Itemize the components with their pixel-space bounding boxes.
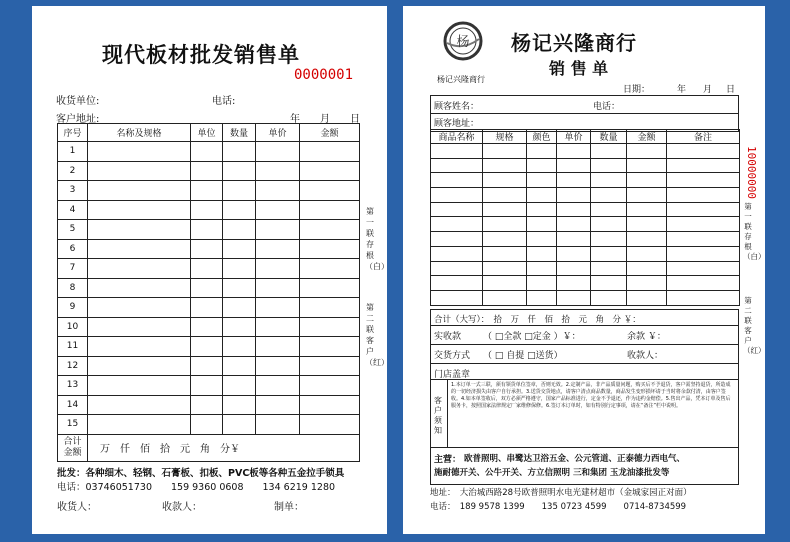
- table-cell: [88, 317, 191, 337]
- row-number: 4: [58, 200, 88, 220]
- table-cell: [527, 217, 557, 232]
- table-row: [58, 239, 360, 259]
- notice-label: 客户须知: [434, 396, 442, 435]
- table-cell: [300, 395, 360, 415]
- table-cell: [191, 376, 223, 396]
- table-cell: [667, 290, 740, 305]
- table-cell: [256, 239, 300, 259]
- table-cell: [667, 276, 740, 291]
- payee-label: 收款人：: [627, 351, 664, 361]
- table-cell: [483, 173, 527, 188]
- month-label: 月: [320, 114, 330, 125]
- table-cell: [256, 142, 300, 162]
- table-cell: [256, 278, 300, 298]
- payment-box: [430, 309, 739, 485]
- customer-name-label: 顾客姓名：: [434, 102, 480, 112]
- table-row: [431, 202, 740, 217]
- table-cell: [431, 246, 483, 261]
- total-line: 合计（大写）： 拾 万 仟 佰 拾 元 角 分 ￥：: [434, 315, 641, 325]
- table-row: [58, 278, 360, 298]
- table-cell: [667, 246, 740, 261]
- table-header-row: [431, 130, 740, 144]
- table-cell: [483, 232, 527, 247]
- serial-number: 0000001: [294, 67, 354, 83]
- table-cell: [483, 276, 527, 291]
- table-cell: [191, 161, 223, 181]
- copy-note-red: 第二联客户（红）: [743, 296, 766, 355]
- sign-payee: 收款人：: [162, 502, 202, 513]
- table-cell: [483, 261, 527, 276]
- table-row: [58, 161, 360, 181]
- table-cell: [527, 173, 557, 188]
- date-label: 日期：: [623, 85, 651, 95]
- table-cell: [300, 200, 360, 220]
- table-cell: [557, 276, 591, 291]
- sign-receiver: 收货人：: [57, 502, 97, 513]
- table-cell: [256, 415, 300, 435]
- table-cell: [627, 261, 667, 276]
- table-cell: [300, 356, 360, 376]
- table-cell: [667, 188, 740, 203]
- table-row: [58, 415, 360, 435]
- table-cell: [300, 278, 360, 298]
- table-cell: [300, 220, 360, 240]
- table-cell: [223, 161, 256, 181]
- table-cell: [627, 188, 667, 203]
- column-header: 颜色: [527, 130, 557, 144]
- items-table: [57, 123, 360, 462]
- table-cell: [527, 290, 557, 305]
- table-cell: [191, 239, 223, 259]
- table-cell: [223, 415, 256, 435]
- table-cell: [256, 356, 300, 376]
- total-label-2: 金额: [63, 447, 82, 458]
- table-row: [431, 276, 740, 291]
- main-products-line-1: 欧普照明、串鹭达卫浴五金、公元管道、正泰德力西电气、: [464, 454, 686, 464]
- table-cell: [88, 337, 191, 357]
- table-cell: [667, 217, 740, 232]
- table-cell: [557, 188, 591, 203]
- table-cell: [557, 261, 591, 276]
- table-cell: [591, 173, 627, 188]
- table-cell: [627, 232, 667, 247]
- table-cell: [300, 376, 360, 396]
- table-cell: [527, 232, 557, 247]
- column-header: 单价: [557, 130, 591, 144]
- year-label: 年: [290, 114, 300, 125]
- total-label: [58, 434, 88, 461]
- row-number: 11: [58, 337, 88, 357]
- table-cell: [223, 395, 256, 415]
- table-cell: [483, 144, 527, 159]
- total-label-1: 合计: [63, 436, 82, 447]
- table-cell: [431, 173, 483, 188]
- serial-number: 10000000: [745, 146, 758, 199]
- table-cell: [627, 173, 667, 188]
- table-cell: [627, 290, 667, 305]
- table-cell: [557, 144, 591, 159]
- column-header: 商品名称: [431, 130, 483, 144]
- table-cell: [300, 415, 360, 435]
- table-cell: [591, 188, 627, 203]
- row-number: 6: [58, 239, 88, 259]
- table-cell: [223, 356, 256, 376]
- notice-text: 1.本订单一式三联，须有领货单位签章，否则无效。2.定制产品，非产品质量问题，购买后不予退货，客户需坚持退货，所造成的一切经济损失由客户自行承担。3.送货交货地点，请客户清点商品数量，商品发生变形损坏请于当时将余款付清，由客户签收。4.如本单签收后，双方必须严格遵守，国家产品标准进行，定金不予退还，作为违约金赔偿。5.售出产品，凭本订单及售后服务卡，按照国家法律规定厂家维修保修。6.签订本订单时，如有特别行定事项，请在“备注”栏中说明。: [451, 382, 731, 409]
- table-row: [58, 317, 360, 337]
- table-cell: [191, 142, 223, 162]
- column-header: 备注: [667, 130, 740, 144]
- table-cell: [483, 158, 527, 173]
- table-cell: [223, 298, 256, 318]
- table-row: [58, 376, 360, 396]
- table-cell: [557, 173, 591, 188]
- table-cell: [223, 259, 256, 279]
- table-cell: [223, 376, 256, 396]
- table-cell: [667, 202, 740, 217]
- table-cell: [256, 395, 300, 415]
- customer-info-box: [430, 95, 739, 132]
- table-cell: [88, 181, 191, 201]
- main-products-label: 主营：: [434, 455, 462, 465]
- table-row: [58, 356, 360, 376]
- table-cell: [557, 202, 591, 217]
- table-row: [58, 200, 360, 220]
- table-cell: [431, 290, 483, 305]
- table-cell: [591, 261, 627, 276]
- wholesale-line: 批发：各种细木、轻钢、石膏板、扣板、PVC板等各种五金拉手锁具: [57, 468, 345, 479]
- table-cell: [527, 276, 557, 291]
- table-cell: [627, 158, 667, 173]
- row-number: 8: [58, 278, 88, 298]
- table-row: [431, 144, 740, 159]
- table-cell: [300, 317, 360, 337]
- row-number: 12: [58, 356, 88, 376]
- divider: [431, 113, 738, 114]
- table-cell: [223, 278, 256, 298]
- day-label: 日: [726, 85, 736, 95]
- table-cell: [627, 217, 667, 232]
- table-cell: [223, 317, 256, 337]
- table-cell: [191, 337, 223, 357]
- table-cell: [300, 142, 360, 162]
- table-cell: [191, 259, 223, 279]
- column-header: 单位: [191, 124, 223, 142]
- table-cell: [591, 217, 627, 232]
- table-cell: [627, 202, 667, 217]
- table-row: [58, 298, 360, 318]
- table-cell: [431, 261, 483, 276]
- table-cell: [527, 202, 557, 217]
- sales-form-right: [403, 6, 765, 534]
- balance-label: 余款 ￥：: [627, 332, 666, 342]
- table-cell: [88, 161, 191, 181]
- table-cell: [88, 278, 191, 298]
- table-cell: [627, 144, 667, 159]
- table-cell: [667, 261, 740, 276]
- column-header: 数量: [591, 130, 627, 144]
- table-cell: [300, 259, 360, 279]
- table-row: [431, 173, 740, 188]
- delivery-options: （ □ 自提 □送货）: [483, 351, 563, 361]
- table-cell: [256, 200, 300, 220]
- form-subtitle: 销 售 单: [549, 59, 609, 78]
- column-header: 金额: [300, 124, 360, 142]
- table-cell: [191, 181, 223, 201]
- table-cell: [527, 158, 557, 173]
- table-cell: [557, 158, 591, 173]
- logo-text: 杨记兴隆商行: [437, 75, 485, 84]
- row-number: 10: [58, 317, 88, 337]
- table-cell: [223, 181, 256, 201]
- table-cell: [256, 181, 300, 201]
- table-cell: [256, 298, 300, 318]
- table-row: [58, 220, 360, 240]
- table-cell: [591, 144, 627, 159]
- column-header: 单价: [256, 124, 300, 142]
- table-cell: [591, 290, 627, 305]
- row-number: 7: [58, 259, 88, 279]
- row-number: 9: [58, 298, 88, 318]
- store-seal-label: 门店盖章: [434, 370, 471, 380]
- table-row: [58, 181, 360, 201]
- table-cell: [591, 246, 627, 261]
- table-cell: [191, 356, 223, 376]
- table-cell: [667, 144, 740, 159]
- table-cell: [256, 161, 300, 181]
- table-cell: [191, 415, 223, 435]
- row-number: 14: [58, 395, 88, 415]
- table-row: [431, 290, 740, 305]
- copy-note-red: 第二联客户（红）: [365, 303, 389, 367]
- table-row: [431, 158, 740, 173]
- table-cell: [191, 298, 223, 318]
- table-row: [431, 217, 740, 232]
- table-cell: [256, 259, 300, 279]
- table-cell: [527, 246, 557, 261]
- table-cell: [667, 232, 740, 247]
- address-line: 地址： 大治城西路28号欧普照明水电光建材超市（金城家园正对面）: [430, 488, 692, 498]
- row-number: 3: [58, 181, 88, 201]
- table-cell: [256, 317, 300, 337]
- table-row: [58, 142, 360, 162]
- table-cell: [591, 158, 627, 173]
- table-cell: [300, 298, 360, 318]
- column-header: 序号: [58, 124, 88, 142]
- table-cell: [191, 395, 223, 415]
- column-header: 规格: [483, 130, 527, 144]
- table-row: [431, 188, 740, 203]
- total-row: [58, 434, 360, 461]
- table-header-row: [58, 124, 360, 142]
- table-cell: [88, 376, 191, 396]
- receiver-label: 收货单位:: [56, 96, 100, 107]
- table-cell: [191, 317, 223, 337]
- items-table: [430, 129, 740, 306]
- table-cell: [88, 356, 191, 376]
- table-cell: [88, 239, 191, 259]
- table-cell: [223, 142, 256, 162]
- logo-seal-icon: [443, 21, 483, 61]
- table-cell: [431, 217, 483, 232]
- table-cell: [557, 232, 591, 247]
- row-number: 5: [58, 220, 88, 240]
- table-cell: [256, 220, 300, 240]
- table-cell: [667, 173, 740, 188]
- table-cell: [431, 188, 483, 203]
- table-cell: [527, 188, 557, 203]
- table-cell: [431, 144, 483, 159]
- table-cell: [557, 217, 591, 232]
- table-cell: [483, 217, 527, 232]
- paid-options: （ □全款 □定金 ）￥：: [483, 332, 581, 342]
- row-number: 13: [58, 376, 88, 396]
- table-cell: [431, 158, 483, 173]
- table-cell: [256, 376, 300, 396]
- main-products-line-2: 施耐德开关、公牛开关、方立信照明 三和集团 玉龙油漆批发等: [434, 468, 670, 478]
- table-cell: [431, 276, 483, 291]
- sign-maker: 制单：: [274, 502, 304, 513]
- table-cell: [627, 246, 667, 261]
- table-cell: [300, 337, 360, 357]
- table-cell: [483, 188, 527, 203]
- address-label: 客户地址:: [56, 114, 100, 125]
- table-row: [431, 246, 740, 261]
- table-cell: [300, 239, 360, 259]
- table-cell: [627, 276, 667, 291]
- table-cell: [591, 202, 627, 217]
- copy-note-white: 第一联存根（白）: [743, 202, 766, 261]
- table-cell: [88, 259, 191, 279]
- table-cell: [431, 232, 483, 247]
- form-title: 现代板材批发销售单: [102, 43, 300, 67]
- table-cell: [667, 158, 740, 173]
- column-header: 金额: [627, 130, 667, 144]
- brand-name: 杨记兴隆商行: [511, 31, 637, 55]
- row-number: 15: [58, 415, 88, 435]
- table-cell: [88, 415, 191, 435]
- logo-char: 杨: [456, 35, 470, 50]
- table-cell: [223, 220, 256, 240]
- table-row: [58, 337, 360, 357]
- table-cell: [223, 337, 256, 357]
- phones-line: 电话： 189 9578 1399 135 0723 4599 0714-8734599: [430, 502, 687, 512]
- table-cell: [256, 337, 300, 357]
- table-cell: [223, 239, 256, 259]
- table-cell: [527, 261, 557, 276]
- day-label: 日: [350, 114, 360, 125]
- table-cell: [483, 202, 527, 217]
- table-cell: [191, 220, 223, 240]
- table-cell: [191, 278, 223, 298]
- table-cell: [483, 246, 527, 261]
- table-cell: [300, 181, 360, 201]
- table-cell: [88, 395, 191, 415]
- copy-note-white: 第一联存根（白）: [365, 207, 389, 271]
- table-cell: [88, 298, 191, 318]
- month-label: 月: [703, 85, 713, 95]
- table-cell: [591, 276, 627, 291]
- table-row: [58, 395, 360, 415]
- table-cell: [191, 200, 223, 220]
- table-cell: [557, 290, 591, 305]
- column-header: 名称及规格: [88, 124, 191, 142]
- table-cell: [300, 161, 360, 181]
- table-cell: [88, 220, 191, 240]
- table-cell: [591, 232, 627, 247]
- customer-address-label: 顾客地址：: [434, 119, 480, 129]
- row-number: 1: [58, 142, 88, 162]
- phone-label: 电话:: [212, 96, 236, 107]
- table-cell: [223, 200, 256, 220]
- table-cell: [88, 200, 191, 220]
- sales-form-left: [32, 6, 387, 534]
- table-row: [431, 232, 740, 247]
- customer-phone-label: 电话：: [593, 102, 621, 112]
- table-cell: [557, 246, 591, 261]
- table-cell: [88, 142, 191, 162]
- paid-label: 实收款: [434, 332, 462, 342]
- table-cell: [527, 144, 557, 159]
- row-number: 2: [58, 161, 88, 181]
- table-row: [58, 259, 360, 279]
- table-cell: [483, 290, 527, 305]
- column-header: 数量: [223, 124, 256, 142]
- table-row: [431, 261, 740, 276]
- year-label: 年: [677, 85, 687, 95]
- delivery-label: 交货方式: [434, 351, 471, 361]
- table-cell: [431, 202, 483, 217]
- phones-line: 电话：03746051730 159 9360 0608 134 6219 1280: [57, 482, 336, 493]
- amount-in-words: 万 仟 佰 拾 元 角 分￥: [88, 434, 360, 461]
